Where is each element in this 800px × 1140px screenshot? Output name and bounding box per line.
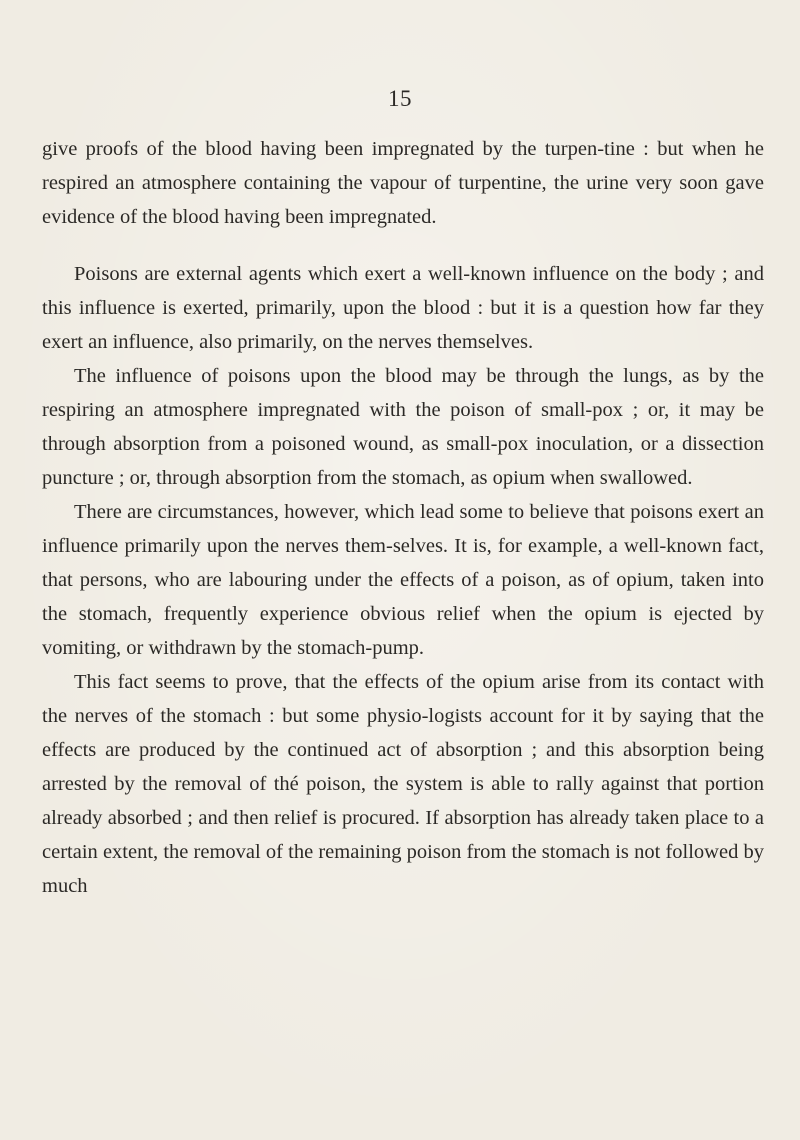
page-number: 15 [388, 86, 412, 111]
paragraph: The influence of poisons upon the blood may be through the lungs, as by the respiring an atmosphere impregnated with the poison of small-pox ; or, it may be through absorption from a poisoned wound, as small-pox inoculation, or a dissection puncture ; or, through absorption from the stomach, as opium when swallowed. [42, 365, 764, 489]
paragraph: This fact seems to prove, that the effects of the opium arise from its contact with the nerves of the stomach : but some physio-logists account for it by saying that the effects are produced by the continued act of absorption ; and this absorption being arrested by the removal of thé poison, the system is able to rally against that portion already absorbed ; and then relief is procured. If absorption has already taken place to a certain extent, the removal of the remaining poison from the stomach is not followed by much [42, 671, 764, 897]
paragraph: There are circumstances, however, which lead some to believe that poisons exert an influence primarily upon the nerves them-selves. It is, for example, a well-known fact, that persons, who are labouring under the effects of a poison, as of opium, taken into the stomach, frequently experience obvious relief when the opium is ejected by vomiting, or withdrawn by the stomach-pump. [42, 501, 764, 659]
paragraph: Poisons are external agents which exert a well-known influence on the body ; and this influence is exerted, primarily, upon the blood : but it is a question how far they exert an influence, also primarily, on the nerves themselves. [42, 263, 764, 353]
paragraph-continued: give proofs of the blood having been impregnated by the turpen-tine : but when he respired an atmosphere containing the vapour of turpentine, the urine very soon gave evidence of the blood having been impregnated. [42, 138, 764, 228]
body-text [42, 132, 764, 903]
